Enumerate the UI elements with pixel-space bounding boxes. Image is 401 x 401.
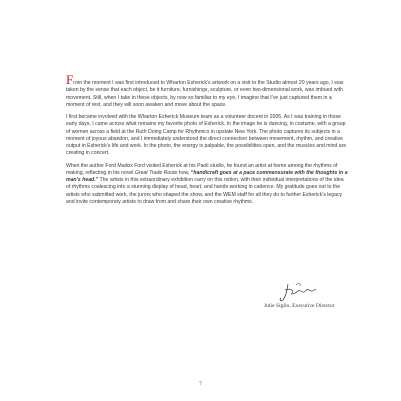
signature-block <box>264 281 354 321</box>
paragraph-3 <box>66 163 348 207</box>
signature-caption: Julie Siglin, Executive Director <box>264 303 335 309</box>
paragraph-1-text: rom the moment I was first introduced to Wharton Esherick’s artwork on a visit to the Studio almost 20 years ago, I was taken by the sense that each object, be it furniture, furnishings, sculpture, or even two-dimensional work, was imbued with movement. Still, when I take in these objects, by now so familiar to my eye, I imagine that I’ve just captured them in a moment of rest, and they will soon awaken and move about the space. <box>66 80 344 108</box>
paragraph-2: I first became involved with the Wharton Esherick Museum team as a volunteer docent in 2005. As I was training in those early days, I came across what remains my favorite photo of Esherick. In the image he is dancing, in costume, with a group of women across a field at the Ruth Doing Camp for Rhythmics in upstate New York. The photo captures its subjects in a moment of joyous abandon, and I immediately understood the direct connection between movement, rhythm, and creative output in Esherick’s life and work. In the photo, the energy is palpable, the possibilities open, and the muscles and mind are creating in concert. <box>66 114 347 157</box>
handwritten-signature <box>278 281 320 303</box>
book-title: Great Trade Route <box>134 169 178 176</box>
drop-cap: F <box>66 72 74 87</box>
letter-body <box>66 72 348 211</box>
page-number: 7 <box>199 381 202 387</box>
paragraph-3-text-c: The artists in this extraordinary exhibition carry on this notion, with their individual interpretations of the idea of rhythms coalescing into a stunning display of head, heart, and hands working in cadence. My gratitude goes out to the artists who submitted work, the jurors who shaped the show, and the WEM staff for all they do to further Esherick’s legacy and invite contemporary artists to draw from and share their own creative rhythms. <box>66 177 344 205</box>
paragraph-3-text-a: When the author Ford Madox Ford visited Esherick at his Paoli studio, he found an artist at home among the rhythms of making, reflecting in his novel <box>66 162 338 176</box>
ford-quote: “handicraft goes at a pace commensurate with the thoughts in a man’s head.” <box>66 169 348 183</box>
paragraph-3-text-b: how, <box>177 169 191 176</box>
paragraph-1 <box>66 72 348 109</box>
